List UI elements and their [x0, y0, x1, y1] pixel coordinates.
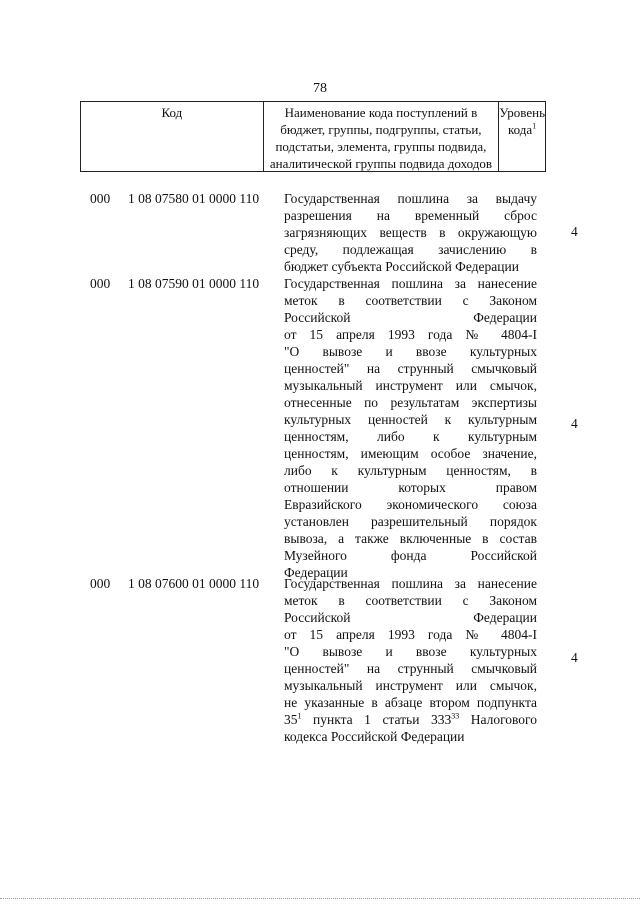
desc-line: от 15 апреля 1993 года № 4804-I: [284, 627, 537, 642]
row-level: 4: [571, 416, 578, 431]
desc-ref-line: [284, 711, 537, 728]
desc-line: Евразийского экономического союза: [284, 497, 537, 512]
desc-line: не указанные в абзаце втором подпункта: [284, 695, 537, 710]
desc-line: культурных ценностей к культурным: [284, 412, 537, 427]
desc-line: либо к культурным ценностям, в: [284, 463, 537, 478]
desc-line: Федерации: [284, 565, 348, 580]
desc-line: "О вывозе и ввозе культурных: [284, 344, 537, 359]
desc-line: "О вывозе и ввозе культурных: [284, 644, 537, 659]
row-description: [284, 575, 537, 745]
desc-line: Музейного фонда Российской: [284, 548, 537, 563]
row-prefix: 000: [90, 576, 111, 591]
row-prefix: 000: [90, 276, 111, 291]
ref-c: Налогового: [459, 712, 538, 727]
desc-line: меток в соответствии с Законом: [284, 593, 537, 608]
row-code: 1 08 07590 01 0000 110: [128, 276, 260, 291]
desc-line: ценностей" на струнный смычковый: [284, 361, 537, 376]
row-description: [284, 190, 537, 275]
desc-line: Российской Федерации: [284, 610, 537, 625]
desc-line: отнесенные по результатам экспертизы: [284, 395, 537, 410]
row-description: [284, 275, 537, 581]
desc-line: меток в соответствии с Законом: [284, 293, 537, 308]
header-name-line: аналитической группы подвида доходов: [269, 156, 492, 171]
desc-line: разрешения на временный сброс: [284, 208, 537, 223]
ref-b-sup: 33: [451, 711, 460, 721]
ref-a: 35: [284, 712, 298, 727]
row-code: 1 08 07580 01 0000 110: [128, 191, 260, 206]
header-name-line: бюджет, группы, подгруппы, статьи,: [280, 122, 482, 137]
row-level: 4: [571, 224, 578, 239]
desc-line: вывоза, а также включенные в состав: [284, 531, 537, 546]
desc-line: музыкальный инструмент или смычок,: [284, 678, 537, 693]
desc-line: Государственная пошлина за нанесение: [284, 576, 537, 591]
desc-line: от 15 апреля 1993 года № 4804-I: [284, 327, 537, 342]
header-level: [499, 102, 545, 171]
desc-line: загрязняющих веществ в окружающую: [284, 225, 537, 240]
table-header: [80, 101, 546, 172]
desc-line: кодекса Российской Федерации: [284, 729, 465, 744]
header-name: [264, 102, 500, 171]
header-name-line: Наименование кода поступлений в: [284, 105, 478, 120]
header-level-footnote: 1: [532, 121, 537, 131]
desc-line: установлен разрешительный порядок: [284, 514, 537, 529]
footer-divider: [0, 898, 640, 900]
row-level: 4: [571, 650, 578, 665]
desc-line: ценностям, имеющим особое значение,: [284, 446, 537, 461]
header-code: Код: [81, 102, 264, 171]
page-number: 78: [313, 81, 327, 96]
header-level-text: кода: [508, 122, 533, 137]
row-code: 1 08 07600 01 0000 110: [128, 576, 260, 591]
desc-line: ценностям, либо к культурным: [284, 429, 537, 444]
header-name-line: подстатьи, элемента, группы подвида,: [275, 139, 487, 154]
desc-line: музыкальный инструмент или смычок,: [284, 378, 537, 393]
desc-line: бюджет субъекта Российской Федерации: [284, 259, 519, 274]
header-level-line2: [499, 121, 545, 138]
desc-line: отношении которых правом: [284, 480, 537, 495]
desc-line: ценностей" на струнный смычковый: [284, 661, 537, 676]
ref-b: пункта 1 статьи 333: [301, 712, 452, 727]
desc-line: Российской Федерации: [284, 310, 537, 325]
ref-a-sup: 1: [297, 711, 302, 721]
row-prefix: 000: [90, 191, 111, 206]
desc-line: Государственная пошлина за выдачу: [284, 191, 537, 206]
header-level-line1: Уровень: [499, 105, 545, 120]
desc-line: Государственная пошлина за нанесение: [284, 276, 537, 291]
desc-line: среду, подлежащая зачислению в: [284, 242, 537, 257]
